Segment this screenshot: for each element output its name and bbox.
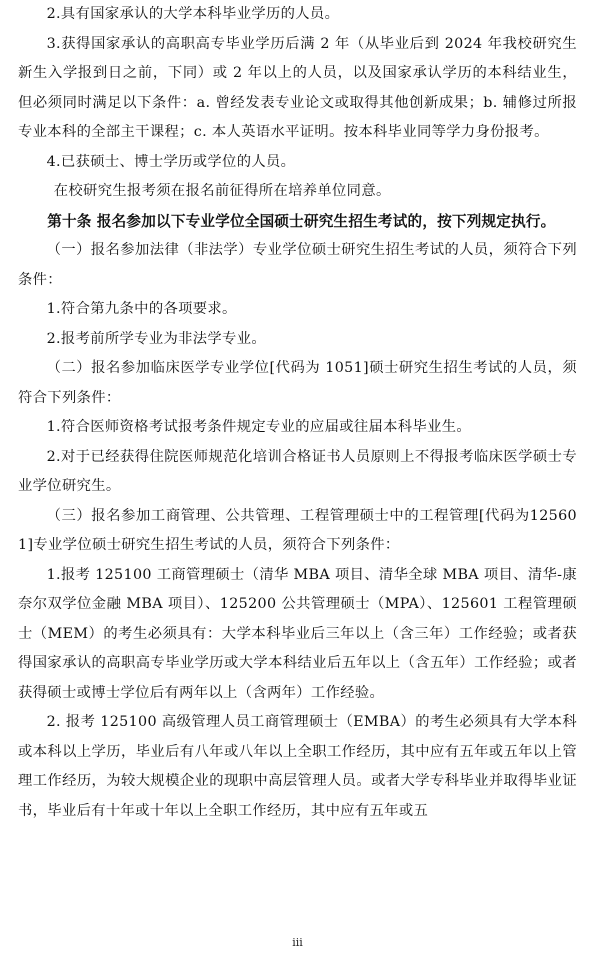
paragraph-eligibility-item-2: 2.具有国家承认的大学本科毕业学历的人员。	[46, 6, 340, 22]
document-body	[18, 0, 577, 826]
paragraph-management-section: （三）报名参加工商管理、公共管理、工程管理硕士中的工程管理[代码为125601]专业学位硕士研究生招生考试的人员，须符合下列条件：	[18, 507, 577, 553]
article-10-heading: 第十条 报名参加以下专业学位全国硕士研究生招生考试的，按下列规定执行。	[47, 212, 556, 230]
paragraph-clinical-item-1: 1.符合医师资格考试报考条件规定专业的应届或往届本科毕业生。	[46, 419, 472, 435]
paragraph-clinical-item-2: 2.对于已经获得住院医师规范化培训合格证书人员原则上不得报考临床医学硕士专业学位研究生。	[18, 448, 577, 494]
paragraph-management-item-2: 2. 报考 125100 高级管理人员工商管理硕士（EMBA）的考生必须具有大学本科或本科以上学历，毕业后有八年或八年以上全职工作经历，其中应有五年或五年以上管理工作经历，为较大规模企业的现职中高层管理人员。或者大学专科毕业并取得毕业证书，毕业后有十年或十年以上全职工作经历，其中应有五年或五	[18, 714, 577, 819]
paragraph-clinical-section: （二）报名参加临床医学专业学位[代码为 1051]硕士研究生招生考试的人员，须符合下列条件：	[18, 360, 577, 406]
paragraph-current-students-note: 在校研究生报考须在报名前征得所在培养单位同意。	[53, 183, 391, 199]
paragraph-eligibility-item-4: 4.已获硕士、博士学历或学位的人员。	[46, 153, 296, 170]
page-number: iii	[292, 936, 303, 949]
paragraph-law-item-2: 2.报考前所学专业为非法学专业。	[46, 330, 266, 347]
paragraph-law-section: （一）报名参加法律（非法学）专业学位硕士研究生招生考试的人员，须符合下列条件：	[18, 242, 577, 288]
paragraph-eligibility-item-3: 3.获得国家承认的高职高专毕业学历后满 2 年（从毕业后到 2024 年我校研究生新生入学报到日之前，下同）或 2 年以上的人员，以及国家承认学历的本科结业生，但必须同时满足以下条件：a. 曾经发表专业论文或取得其他创新成果；b. 辅修过所报专业本科的全部主干课程；c. 本人英语水平证明。按本科毕业同等学力身份报考。	[18, 35, 577, 140]
paragraph-law-item-1: 1.符合第九条中的各项要求。	[46, 301, 237, 317]
paragraph-management-item-1: 1.报考 125100 工商管理硕士（清华 MBA 项目、清华全球 MBA 项目、清华-康奈尔双学位金融 MBA 项目）、125200 公共管理硕士（MPA）、125601 工程管理硕士（MEM）的考生必须具有：大学本科毕业后三年以上（含三年）工作经验；或者获得国家承认的高职高专毕业学历或大学本科结业后五年以上（含五年）工作经验；或者获得硕士或博士学位后有两年以上（含两年）工作经验。	[18, 566, 577, 701]
